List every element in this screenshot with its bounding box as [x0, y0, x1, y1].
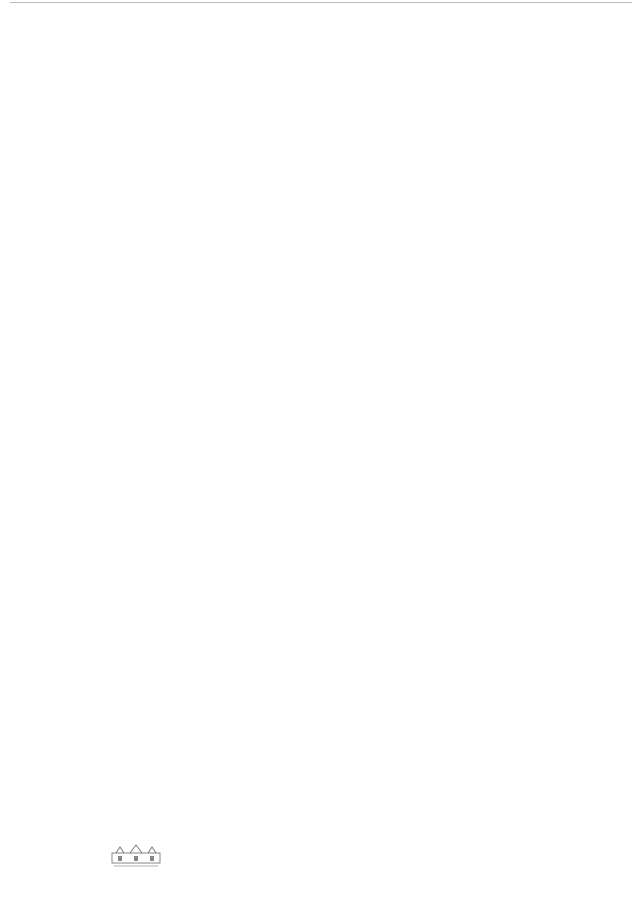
scan-top-edge [10, 2, 632, 3]
seal-stamp-image [110, 843, 162, 869]
